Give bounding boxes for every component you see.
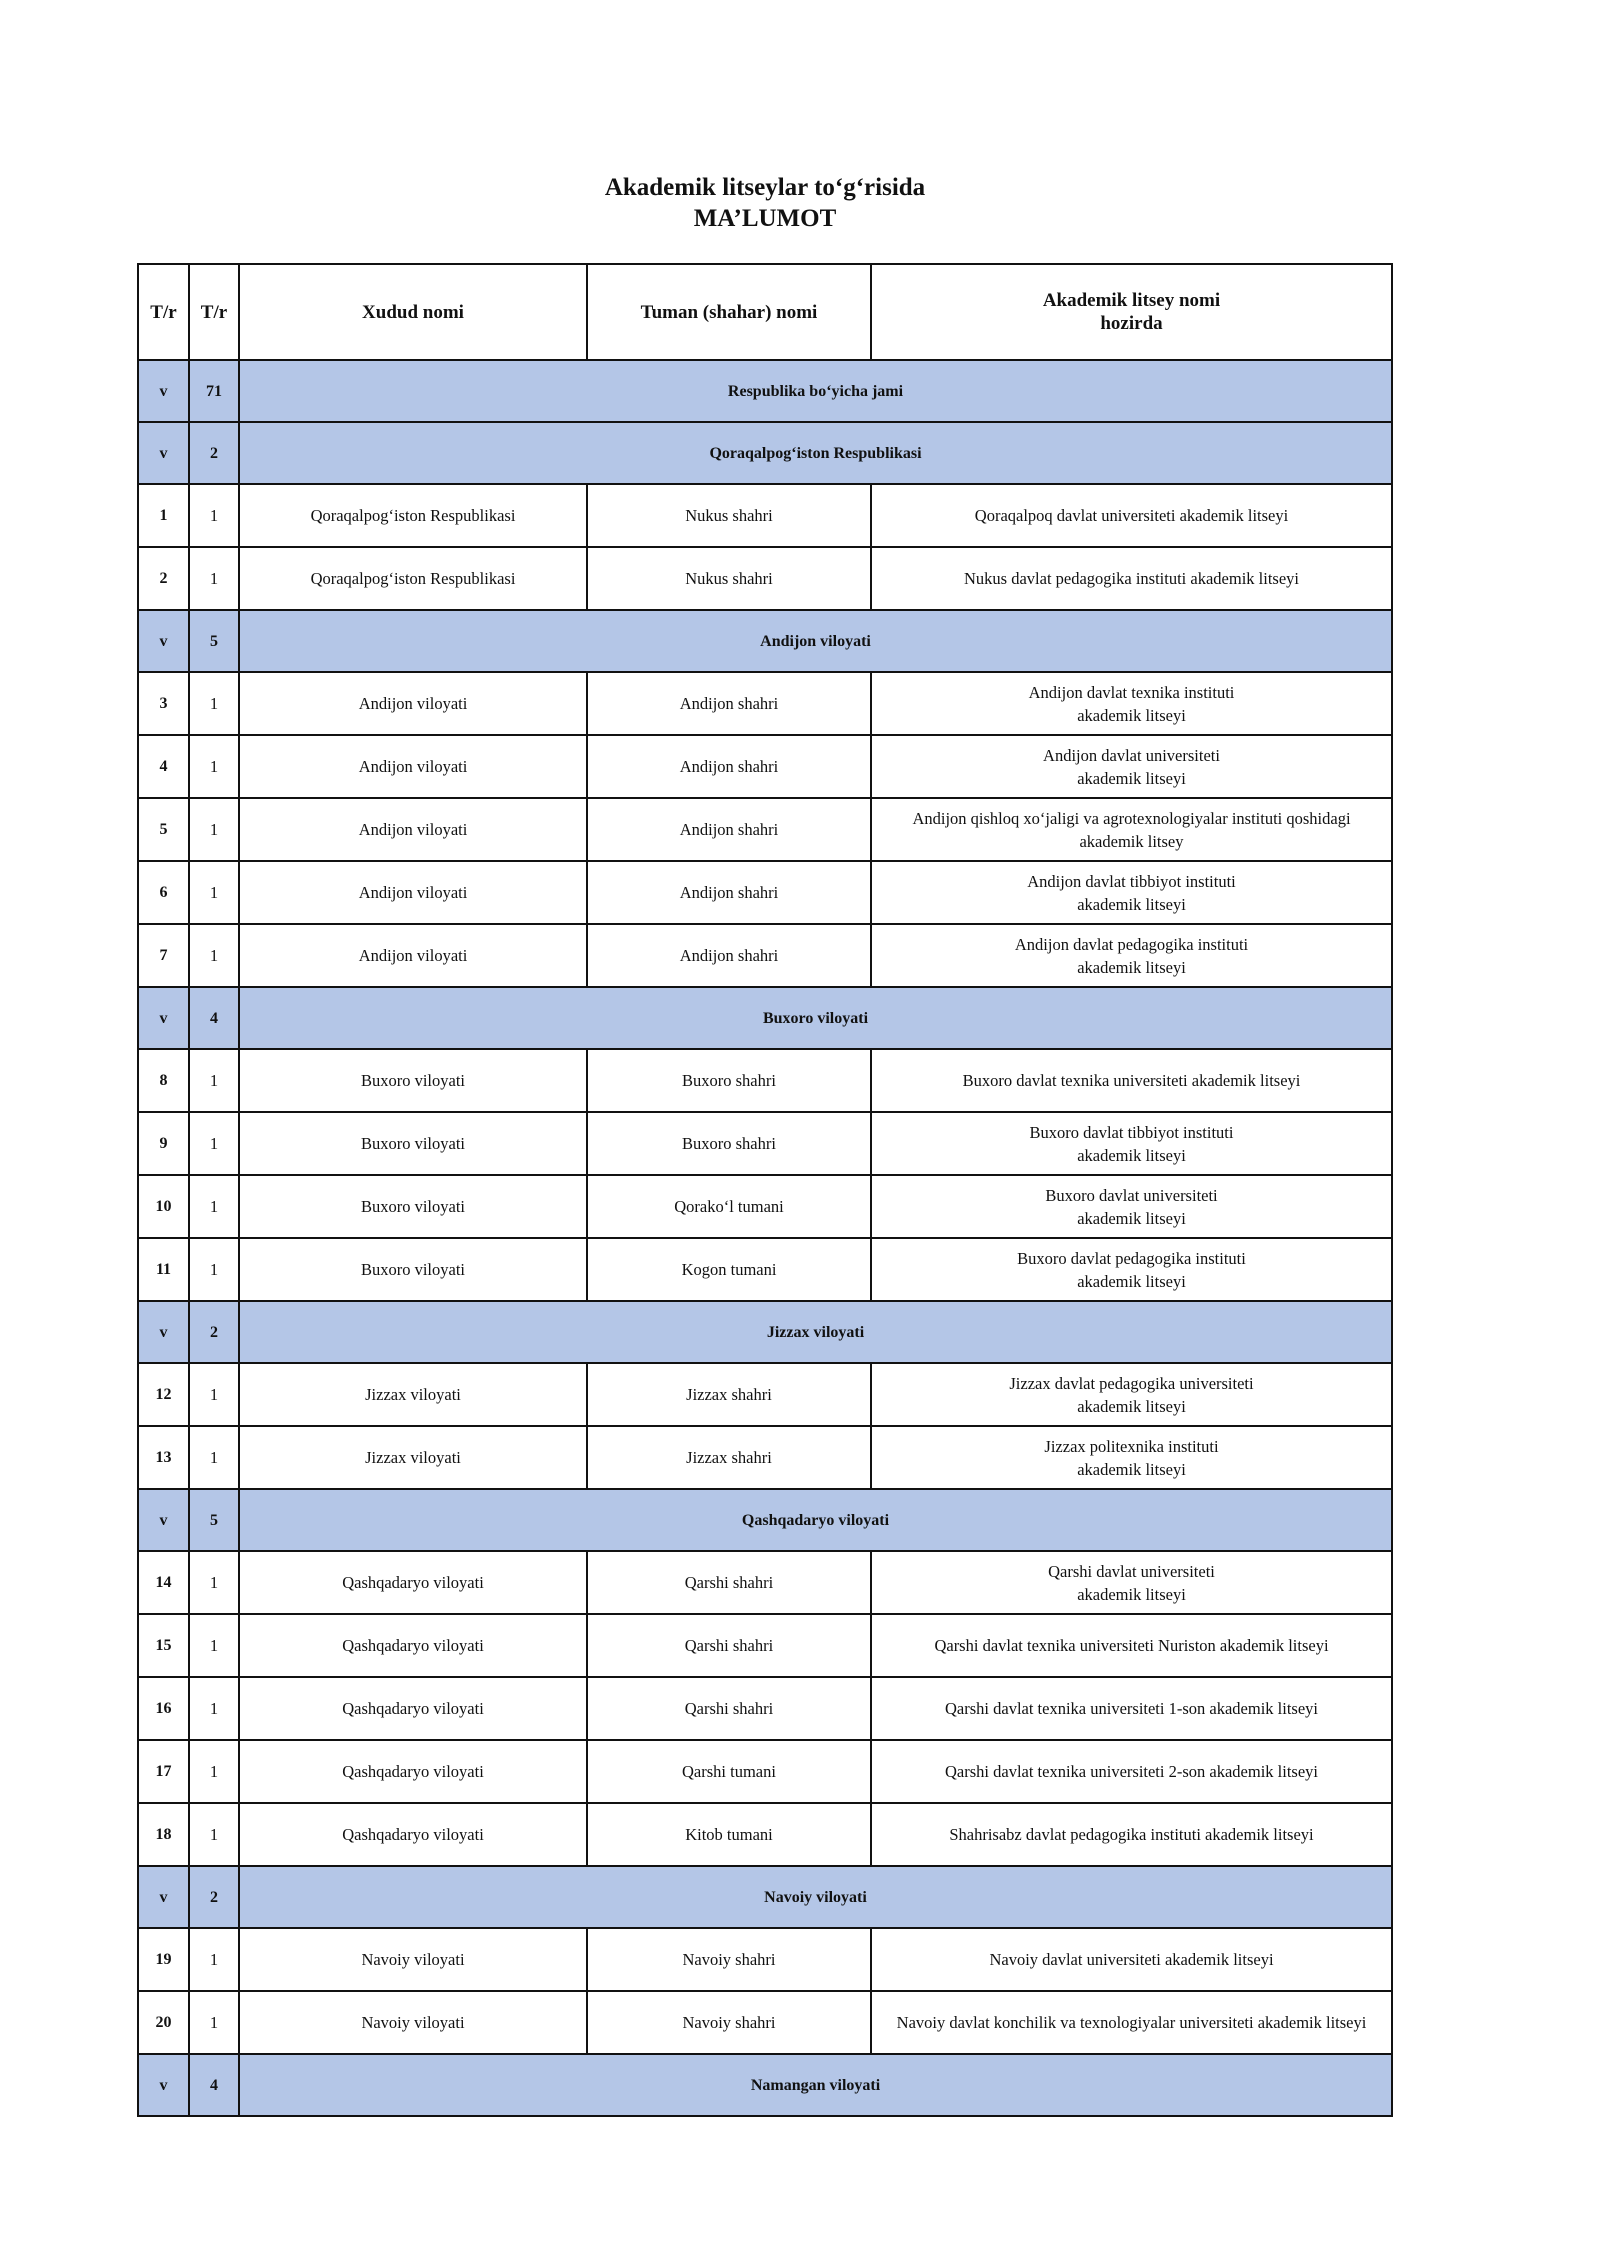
lyceum-name-cell [871, 1238, 1392, 1301]
row-number: 2 [138, 547, 189, 610]
table-row [138, 1238, 1392, 1301]
region-cell: Qoraqalpog‘iston Respublikasi [239, 547, 587, 610]
table-row [138, 484, 1392, 547]
lyceum-name-line: Andijon qishloq xo‘jaligi va agrotexnologiyalar instituti qoshidagi [912, 808, 1351, 828]
header-district: Tuman (shahar) nomi [587, 264, 871, 360]
group-label: Qoraqalpog‘iston Respublikasi [239, 422, 1392, 484]
lyceum-name-line: akademik litseyi [1077, 1584, 1186, 1604]
region-cell: Buxoro viloyati [239, 1112, 587, 1175]
title-line-1: Akademik litseylar to‘g‘risida [604, 174, 926, 201]
group-count: 71 [189, 360, 239, 422]
group-mark: v [138, 1301, 189, 1363]
lyceum-name-line: akademik litseyi [1077, 1271, 1186, 1291]
lyceum-name-line: Andijon davlat texnika instituti [1028, 682, 1235, 702]
lyceum-name-line: Jizzax davlat pedagogika universiteti [1009, 1373, 1254, 1393]
lyceum-name-cell [871, 1426, 1392, 1489]
region-cell: Jizzax viloyati [239, 1363, 587, 1426]
lyceum-name-cell [871, 1175, 1392, 1238]
region-cell: Buxoro viloyati [239, 1238, 587, 1301]
lyceum-name-line: Nukus davlat pedagogika instituti akademik litseyi [964, 569, 1299, 588]
lyceum-name-line: Buxoro davlat texnika universiteti akademik litseyi [962, 1071, 1301, 1090]
row-number: 1 [138, 484, 189, 547]
header-tr-2: T/r [189, 264, 239, 360]
table-row [138, 1928, 1392, 1991]
lyceum-name-line: Qarshi davlat texnika universiteti Nuriston akademik litseyi [934, 1636, 1329, 1655]
group-mark: v [138, 987, 189, 1049]
lyceum-name-cell [871, 1803, 1392, 1866]
row-count: 1 [189, 1614, 239, 1677]
lyceum-name-cell [871, 547, 1392, 610]
district-cell: Qarshi tumani [587, 1740, 871, 1803]
row-number: 8 [138, 1049, 189, 1112]
district-cell: Kogon tumani [587, 1238, 871, 1301]
table-row [138, 1049, 1392, 1112]
lyceum-name-line: Buxoro davlat pedagogika instituti [1017, 1248, 1246, 1268]
region-cell: Andijon viloyati [239, 735, 587, 798]
row-number: 10 [138, 1175, 189, 1238]
table-body [138, 360, 1392, 2116]
lyceum-name-line: Qoraqalpoq davlat universiteti akademik litseyi [974, 506, 1289, 525]
group-row [138, 360, 1392, 422]
district-cell: Jizzax shahri [587, 1363, 871, 1426]
row-number: 4 [138, 735, 189, 798]
lyceum-name-line: Andijon davlat pedagogika instituti [1014, 934, 1249, 954]
header-lyceum-name-line1: Akademik litsey nomi [1042, 290, 1221, 311]
row-number: 3 [138, 672, 189, 735]
group-count: 4 [189, 2054, 239, 2116]
table-row [138, 861, 1392, 924]
row-number: 6 [138, 861, 189, 924]
group-row [138, 1301, 1392, 1363]
lyceum-name-cell [871, 1049, 1392, 1112]
lyceum-name-line: akademik litseyi [1077, 768, 1186, 788]
group-label: Qashqadaryo viloyati [239, 1489, 1392, 1551]
lyceum-name-line: Navoiy davlat universiteti akademik litseyi [989, 1950, 1274, 1969]
group-row [138, 2054, 1392, 2116]
table-row [138, 1803, 1392, 1866]
header-region: Xudud nomi [239, 264, 587, 360]
group-count: 2 [189, 1301, 239, 1363]
region-cell: Navoiy viloyati [239, 1991, 587, 2054]
district-cell: Navoiy shahri [587, 1928, 871, 1991]
group-label: Andijon viloyati [239, 610, 1392, 672]
region-cell: Qashqadaryo viloyati [239, 1677, 587, 1740]
header-lyceum-name-line2: hozirda [1100, 313, 1163, 334]
table-row [138, 547, 1392, 610]
lyceum-name-line: Qarshi davlat universiteti [1048, 1561, 1215, 1581]
document-title [0, 172, 1530, 234]
lyceum-name-cell [871, 1677, 1392, 1740]
row-number: 18 [138, 1803, 189, 1866]
row-number: 9 [138, 1112, 189, 1175]
group-row [138, 422, 1392, 484]
row-count: 1 [189, 1677, 239, 1740]
region-cell: Buxoro viloyati [239, 1175, 587, 1238]
group-label: Buxoro viloyati [239, 987, 1392, 1049]
lyceum-name-cell [871, 672, 1392, 735]
group-mark: v [138, 360, 189, 422]
district-cell: Andijon shahri [587, 798, 871, 861]
row-number: 11 [138, 1238, 189, 1301]
group-row [138, 610, 1392, 672]
lyceum-name-line: Buxoro davlat tibbiyot instituti [1029, 1122, 1234, 1142]
lyceum-name-cell [871, 861, 1392, 924]
district-cell: Qarshi shahri [587, 1614, 871, 1677]
row-number: 14 [138, 1551, 189, 1614]
lyceum-name-line: akademik litseyi [1077, 894, 1186, 914]
region-cell: Jizzax viloyati [239, 1426, 587, 1489]
table-row [138, 1363, 1392, 1426]
group-count: 2 [189, 1866, 239, 1928]
row-count: 1 [189, 1991, 239, 2054]
region-cell: Andijon viloyati [239, 672, 587, 735]
table-row [138, 1991, 1392, 2054]
group-mark: v [138, 422, 189, 484]
region-cell: Navoiy viloyati [239, 1928, 587, 1991]
group-mark: v [138, 2054, 189, 2116]
row-number: 13 [138, 1426, 189, 1489]
lyceum-name-line: Andijon davlat universiteti [1043, 745, 1220, 765]
header-tr-1: T/r [138, 264, 189, 360]
table-row [138, 1426, 1392, 1489]
row-count: 1 [189, 735, 239, 798]
group-count: 2 [189, 422, 239, 484]
group-count: 4 [189, 987, 239, 1049]
district-cell: Kitob tumani [587, 1803, 871, 1866]
row-count: 1 [189, 1112, 239, 1175]
row-count: 1 [189, 1238, 239, 1301]
lyceum-name-cell [871, 1740, 1392, 1803]
table-row [138, 1677, 1392, 1740]
region-cell: Qashqadaryo viloyati [239, 1740, 587, 1803]
group-count: 5 [189, 610, 239, 672]
table-row [138, 1740, 1392, 1803]
group-row [138, 1866, 1392, 1928]
lyceum-name-cell [871, 1112, 1392, 1175]
district-cell: Nukus shahri [587, 484, 871, 547]
district-cell: Buxoro shahri [587, 1112, 871, 1175]
lyceum-name-line: akademik litseyi [1077, 1208, 1186, 1228]
table-row [138, 924, 1392, 987]
row-count: 1 [189, 1551, 239, 1614]
lyceum-name-cell [871, 1551, 1392, 1614]
lyceum-name-line: Jizzax politexnika instituti [1044, 1436, 1219, 1456]
lyceum-name-line: Qarshi davlat texnika universiteti 1-son akademik litseyi [945, 1699, 1318, 1718]
row-count: 1 [189, 547, 239, 610]
row-number: 20 [138, 1991, 189, 2054]
district-cell: Andijon shahri [587, 672, 871, 735]
lyceum-name-cell [871, 798, 1392, 861]
lyceum-name-cell [871, 1363, 1392, 1426]
header-lyceum-name [871, 264, 1392, 360]
row-count: 1 [189, 798, 239, 861]
row-number: 17 [138, 1740, 189, 1803]
region-cell: Qashqadaryo viloyati [239, 1803, 587, 1866]
row-count: 1 [189, 672, 239, 735]
group-mark: v [138, 1866, 189, 1928]
row-number: 15 [138, 1614, 189, 1677]
lyceum-name-line: akademik litseyi [1077, 705, 1186, 725]
lyceum-name-line: akademik litseyi [1077, 1145, 1186, 1165]
group-mark: v [138, 1489, 189, 1551]
row-number: 19 [138, 1928, 189, 1991]
row-count: 1 [189, 1175, 239, 1238]
table-row [138, 1614, 1392, 1677]
lyceum-name-line: Navoiy davlat konchilik va texnologiyalar universiteti akademik litseyi [896, 2013, 1367, 2032]
lyceum-name-cell [871, 1928, 1392, 1991]
lyceum-name-line: Andijon davlat tibbiyot instituti [1027, 871, 1236, 891]
row-count: 1 [189, 1928, 239, 1991]
row-count: 1 [189, 1740, 239, 1803]
district-cell: Navoiy shahri [587, 1991, 871, 2054]
district-cell: Andijon shahri [587, 924, 871, 987]
row-number: 7 [138, 924, 189, 987]
lyceum-name-cell [871, 484, 1392, 547]
district-cell: Nukus shahri [587, 547, 871, 610]
district-cell: Andijon shahri [587, 735, 871, 798]
group-label: Navoiy viloyati [239, 1866, 1392, 1928]
group-label: Namangan viloyati [239, 2054, 1392, 2116]
lyceum-name-line: Qarshi davlat texnika universiteti 2-son akademik litseyi [945, 1762, 1318, 1781]
region-cell: Qashqadaryo viloyati [239, 1614, 587, 1677]
row-count: 1 [189, 484, 239, 547]
lyceum-name-cell [871, 1614, 1392, 1677]
lyceum-table [137, 263, 1393, 2117]
region-cell: Andijon viloyati [239, 798, 587, 861]
group-count: 5 [189, 1489, 239, 1551]
table-row [138, 672, 1392, 735]
region-cell: Qashqadaryo viloyati [239, 1551, 587, 1614]
row-number: 16 [138, 1677, 189, 1740]
lyceum-name-line: akademik litsey [1079, 831, 1184, 851]
table-header-row [138, 264, 1392, 360]
lyceum-name-line: akademik litseyi [1077, 957, 1186, 977]
lyceum-name-cell [871, 1991, 1392, 2054]
lyceum-name-cell [871, 924, 1392, 987]
table-row [138, 735, 1392, 798]
region-cell: Buxoro viloyati [239, 1049, 587, 1112]
district-cell: Qarshi shahri [587, 1677, 871, 1740]
lyceum-name-line: Shahrisabz davlat pedagogika instituti akademik litseyi [949, 1825, 1314, 1844]
lyceum-name-line: Buxoro davlat universiteti [1045, 1185, 1218, 1205]
group-row [138, 987, 1392, 1049]
group-row [138, 1489, 1392, 1551]
row-count: 1 [189, 924, 239, 987]
table-row [138, 1112, 1392, 1175]
row-count: 1 [189, 861, 239, 924]
row-count: 1 [189, 1049, 239, 1112]
row-count: 1 [189, 1803, 239, 1866]
title-line-2: MA’LUMOT [693, 205, 837, 232]
lyceum-name-cell [871, 735, 1392, 798]
table-row [138, 798, 1392, 861]
table-row [138, 1551, 1392, 1614]
lyceum-name-line: akademik litseyi [1077, 1459, 1186, 1479]
region-cell: Andijon viloyati [239, 861, 587, 924]
lyceum-name-line: akademik litseyi [1077, 1396, 1186, 1416]
row-number: 5 [138, 798, 189, 861]
district-cell: Andijon shahri [587, 861, 871, 924]
district-cell: Qarshi shahri [587, 1551, 871, 1614]
table-row [138, 1175, 1392, 1238]
group-mark: v [138, 610, 189, 672]
row-count: 1 [189, 1363, 239, 1426]
group-label: Respublika bo‘yicha jami [239, 360, 1392, 422]
district-cell: Jizzax shahri [587, 1426, 871, 1489]
region-cell: Andijon viloyati [239, 924, 587, 987]
district-cell: Qorako‘l tumani [587, 1175, 871, 1238]
group-label: Jizzax viloyati [239, 1301, 1392, 1363]
row-number: 12 [138, 1363, 189, 1426]
district-cell: Buxoro shahri [587, 1049, 871, 1112]
row-count: 1 [189, 1426, 239, 1489]
region-cell: Qoraqalpog‘iston Respublikasi [239, 484, 587, 547]
